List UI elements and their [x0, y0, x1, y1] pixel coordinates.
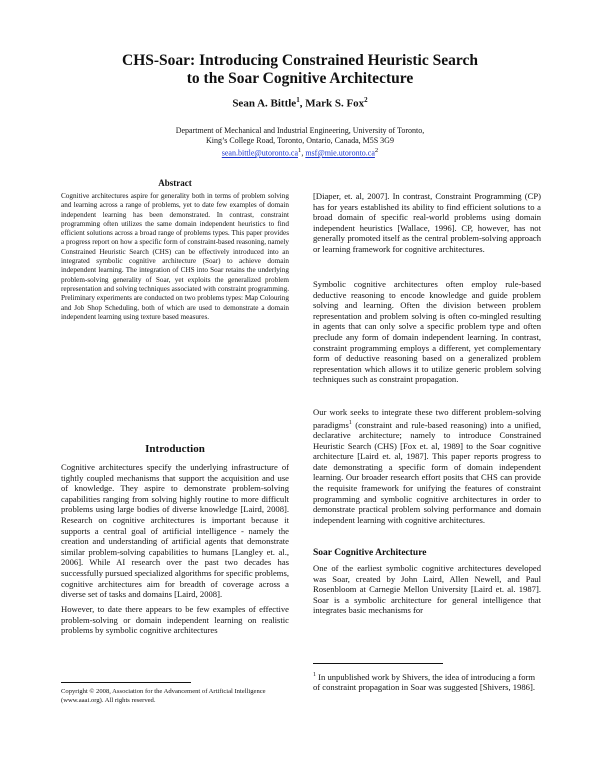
affiliation-line: Department of Mechanical and Industrial Engineering, University of Toronto,: [175, 126, 425, 135]
email-marker: 1: [298, 147, 302, 154]
abstract-body: Cognitive architectures aspire for generality both in terms of problem solving and learning across a range of problems, yet to date few examples of domain independent learning has been demonstrated. In contrast, constraint programming often utilizes the same domain independent heuristics to find efficient solutions across a broad range of problems types. This paper provides a progress report on how a specific form of constraint-based reasoning, namely Constrained Heuristic Search (CHS) can be effectively introduced into an integrated symbolic cognitive architecture (Soar) to achieve domain independent learning. The integration of CHS into Soar retains the underlying problem-solving generality of Soar, yet exploits the generalized problem representation and solving techniques associated with constraint programming. Preliminary experiments are conducted on two problems types: Map Colouring and Job Shop Scheduling, both of which are used to demonstrate a domain independent learning using texture based measures.: [61, 192, 289, 321]
author-name: Mark S. Fox: [305, 97, 365, 110]
paragraph: [313, 407, 541, 525]
footnote: [313, 670, 541, 693]
footnote-text: In unpublished work by Shivers, the idea of introducing a form of constraint propagation in Soar was suggested [Shivers, 1986].: [313, 671, 536, 693]
author-list: [0, 96, 600, 110]
paragraph-text: (constraint and rule-based reasoning) into a unified, declarative architecture; namely to introduce Constrained Heuristic Search (CHS) [Fox et. al, 1989] to the Soar cognitive architecture [Laird et. al, 1987]. This paper reports progress to date demonstrating a specific form of domain independent learning. Our broader research effort posits that CHS can provide the requisite framework for unifying the features of constraint programming and symbolic cognitive architectures in order to demonstrate practical problem solving performance and domain independent learning with cognitive architectures.: [313, 419, 541, 525]
abstract-heading: Abstract: [158, 178, 192, 188]
title-line-2: to the Soar Cognitive Architecture: [186, 70, 414, 87]
paragraph: One of the earliest symbolic cognitive architectures developed was Soar, created by John Laird, Allen Newell, and Paul Rosenbloom at Carnegie Mellon University [Laird et. al. 1987]. Soar is a symbolic architecture for general intelligence that integrates basic mechanisms for: [313, 563, 541, 616]
footnote-rule: [61, 682, 191, 683]
email-separator: ,: [301, 148, 306, 158]
paragraph: [Diaper, et. al, 2007]. In contrast, Constraint Programming (CP) has for years established its ability to find efficient solutions to a broad domain of specific real-world problems using domain independent heuristics [Wallace, 1996]. CP, however, has not generally promoted itself as the central problem-solving approach or learning framework for cognitive architectures.: [313, 191, 541, 254]
email-link[interactable]: sean.bittle@utoronto.ca: [221, 148, 298, 158]
affiliation: [150, 126, 450, 159]
title-line-1: CHS-Soar: Introducing Constrained Heuristic Search: [122, 52, 478, 69]
author-separator: ,: [299, 97, 306, 110]
email-line: [150, 146, 450, 159]
email-link[interactable]: msf@mie.utoronto.ca: [305, 148, 375, 158]
author-marker: 1: [296, 96, 300, 104]
paragraph: However, to date there appears to be few examples of effective problem-solving or domain independent learning on realistic problems by symbolic cognitive architectures: [61, 604, 289, 636]
paragraph: Symbolic cognitive architectures often employ rule-based deductive reasoning to encode knowledge and guide problem solving and learning. Often the division between problem representation and problem solving is often co-mingled resulting in agents that can only solve a specific problem type and often preclude any form of domain independent learning. In contrast, constraint programming employs a different, yet complementary form of deductive reasoning based on a generalized problem representation which allows it to utilize generic problem solving techniques such as constraint propagation.: [313, 279, 541, 385]
email-marker: 2: [374, 147, 379, 154]
author-name: Sean A. Bittle: [232, 97, 297, 110]
paragraph: Cognitive architectures specify the underlying infrastructure of tightly coupled mechanisms that support the acquisition and use of knowledge. They aspire to demonstrate problem-solving capabilities ranging from solving highly routine to more difficult problems using large bodies of diverse knowledge [Laird, 2008]. Research on cognitive architectures is important because it supports a central goal of artificial intelligence - namely the creation and understanding of artificial agents that demonstrate similar problem-solving capabilities to humans [Langley et. al., 2006]. While AI research over the past two decades has successfully pursued specialized algorithms for specific problems, cognitive architectures aim for breadth of coverage across a diverse set of tasks and domains [Laird, 2008].: [61, 462, 289, 600]
author-marker: 2: [364, 96, 368, 104]
affiliation-line: King’s College Road, Toronto, Ontario, Canada, M5S 3G9: [206, 136, 394, 145]
paper-title: [0, 52, 600, 88]
copyright-notice: Copyright © 2008, Association for the Advancement of Artificial Intelligence (www.aaai.org). All rights reserved.: [61, 688, 266, 704]
footnote-marker: 1: [313, 672, 316, 678]
footnote-marker: 1: [348, 419, 352, 426]
paragraph-text: Our work seeks to integrate these two different problem-solving paradigms: [313, 407, 541, 430]
section-heading-introduction: Introduction: [145, 443, 205, 455]
subsection-heading-soar: Soar Cognitive Architecture: [313, 548, 427, 558]
footnote-rule: [313, 663, 443, 664]
